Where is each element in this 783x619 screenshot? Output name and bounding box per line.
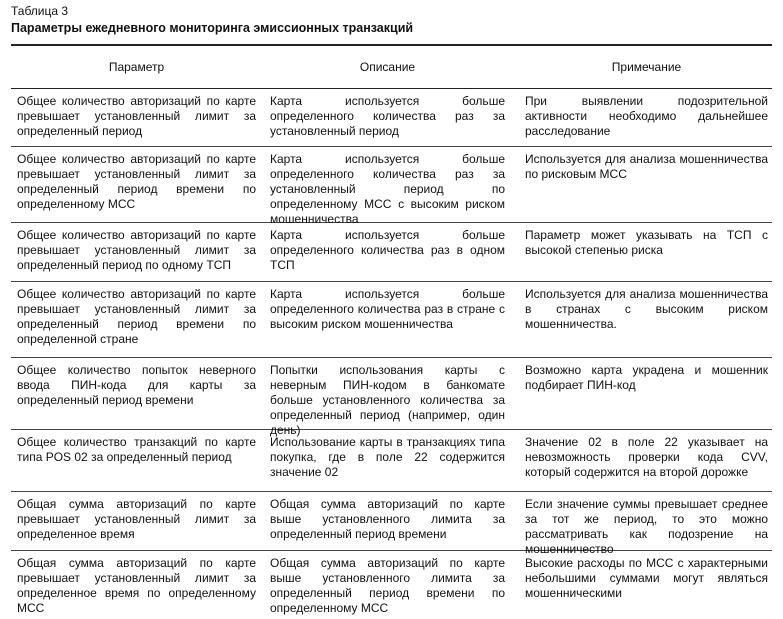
- table-row: [11, 223, 772, 282]
- cell-note: Используется для анализа мошенничества в странах с высоким риском мошенничества.: [525, 287, 768, 331]
- table-header: [11, 46, 772, 89]
- cell-note: Значение 02 в поле 22 указывает на невозможность проверки кода CVV, который содержится на второй дорожке: [525, 435, 768, 479]
- cell-note: Используется для анализа мошенничества по рисковым МСС: [525, 152, 768, 181]
- table-row: [11, 282, 772, 358]
- cell-parameter: Общая сумма авторизаций по карте превышает установленный лимит за определенное время по определенному МСС: [17, 556, 256, 615]
- cell-description: Общая сумма авторизаций по карте выше установленного лимита за определенный период времени по определенному МСС: [270, 556, 505, 615]
- table-row: [11, 358, 772, 437]
- table-row: [11, 147, 772, 226]
- table-row: [11, 492, 772, 556]
- header-parameter: Параметр: [108, 60, 165, 74]
- cell-parameter: Общее количество авторизаций по карте превышает установленный лимит за определенный период по одному ТСП: [17, 228, 256, 272]
- cell-description: Карта используется больше определенного количества раз в стране с высоким риском мошенничества: [270, 287, 505, 331]
- cell-parameter: Общая сумма авторизаций по карте превышает установленный лимит за определенное время: [17, 497, 256, 541]
- cell-note: Если значение суммы превышает среднее за тот же период, то это можно рассматривать как подозрение на мошенничество: [525, 497, 768, 556]
- table-row: [11, 430, 772, 492]
- cell-description: Попытки использования карты с неверным ПИН-кодом в банкомате больше установленного количества за определенный период (например, один день): [270, 363, 505, 437]
- cell-description: Карта используется больше определенного количества раз за установленный период: [270, 94, 505, 138]
- cell-parameter: Общее количество авторизаций по карте превышает установленный лимит за определенный период: [17, 94, 256, 138]
- table-caption: Таблица 3: [11, 4, 69, 18]
- cell-note: При выявлении подозрительной активности необходимо дальнейшее расследование: [525, 94, 768, 138]
- cell-note: Возможно карта украдена и мошенник подбирает ПИН-код: [525, 363, 768, 392]
- monitoring-table: [11, 44, 772, 615]
- cell-note: Высокие расходы по МСС с характерными небольшими суммами могут являться мошенническими: [525, 556, 768, 600]
- table-row: [11, 89, 772, 147]
- cell-parameter: Общее количество авторизаций по карте превышает установленный лимит за определенный период времени по определенной стране: [17, 287, 256, 346]
- cell-description: Карта используется больше определенного количества раз за установленный период по определенному МСС с высоким риском мошенничества: [270, 152, 505, 226]
- cell-parameter: Общее количество авторизаций по карте превышает установленный лимит за определенный период времени по определенному МСС: [17, 152, 256, 211]
- cell-parameter: Общее количество транзакций по карте типа POS 02 за определенный период: [17, 435, 256, 464]
- cell-note: Параметр может указывать на ТСП с высокой степенью риска: [525, 228, 768, 257]
- header-note: Примечание: [611, 60, 682, 74]
- cell-description: Использование карты в транзакциях типа покупка, где в поле 22 содержится значение 02: [270, 435, 505, 479]
- header-description: Описание: [359, 60, 416, 74]
- table-row: [11, 551, 772, 615]
- cell-description: Общая сумма авторизаций по карте выше установленного лимита за определенный период времени: [270, 497, 505, 541]
- table-title: Параметры ежедневного мониторинга эмиссионных транзакций: [11, 21, 414, 35]
- cell-description: Карта используется больше определенного количества раз в одном ТСП: [270, 228, 505, 272]
- cell-parameter: Общее количество попыток неверного ввода ПИН-кода для карты за определенный период времени: [17, 363, 256, 407]
